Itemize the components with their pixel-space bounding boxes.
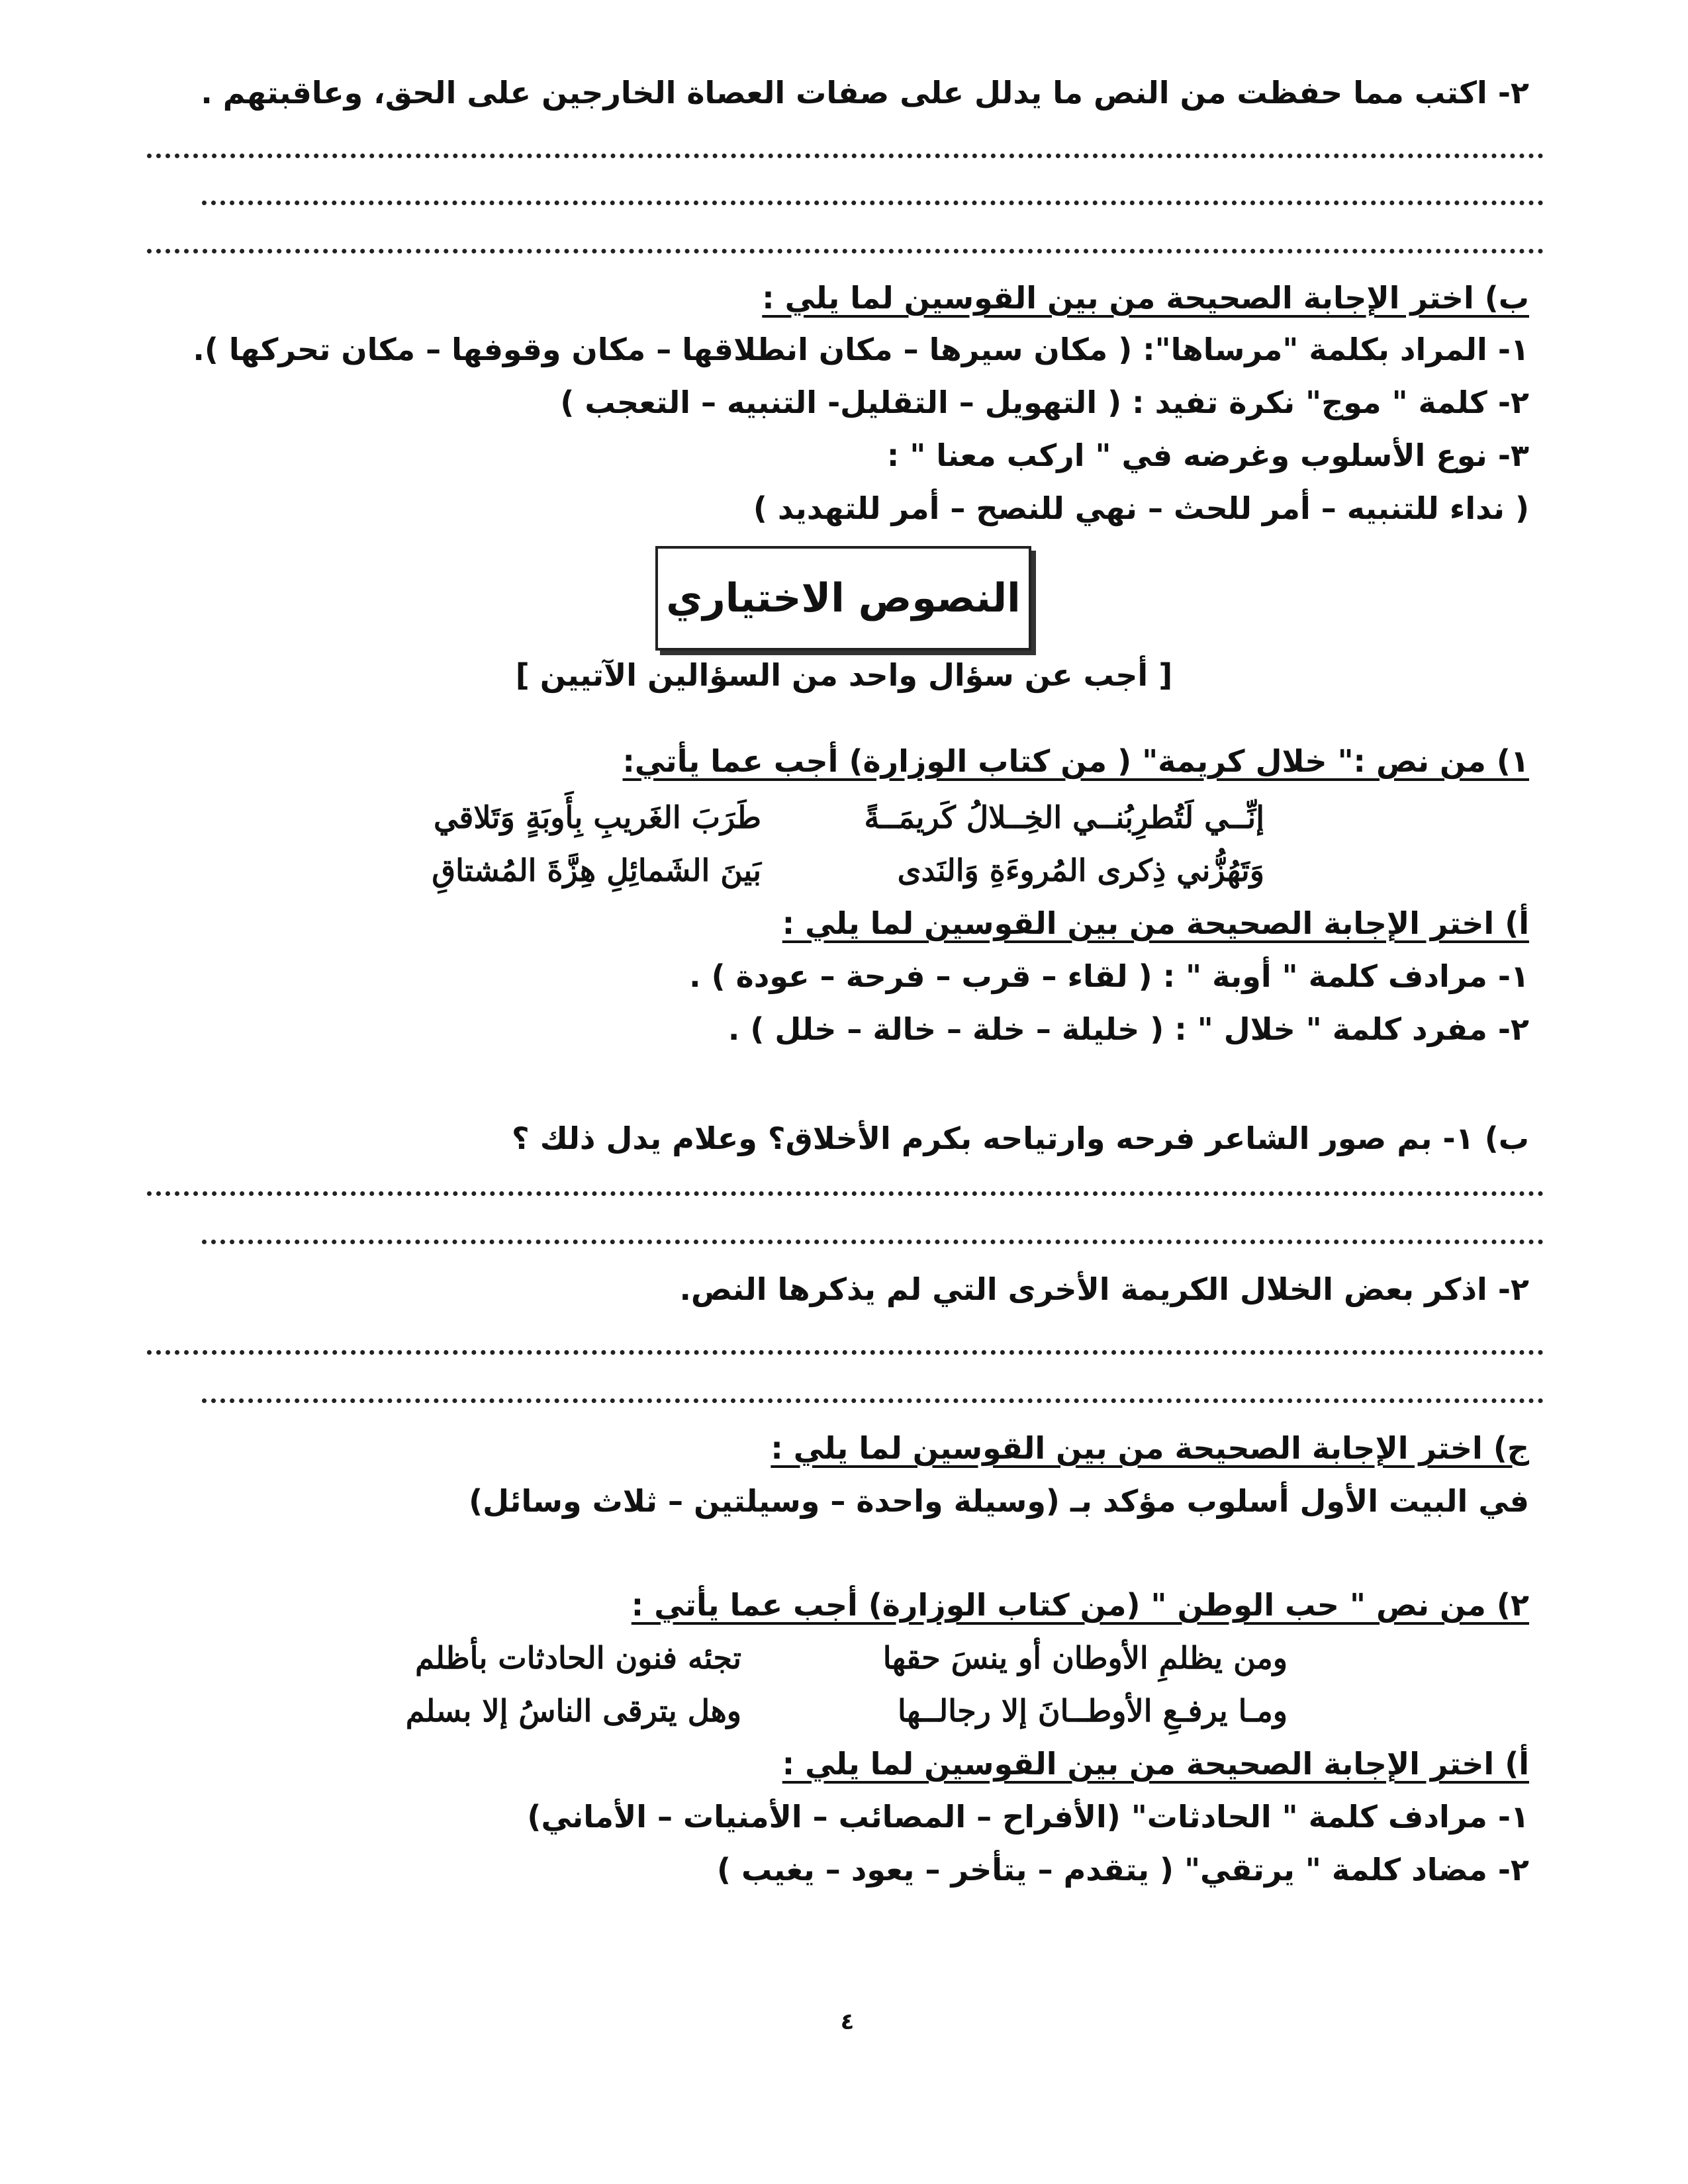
answer-line (147, 1350, 1544, 1355)
page-number: ٤ (840, 2009, 855, 2035)
mcq-options: ( نداء للتنبيه – أمر للحث – نهي للنصح – أمر للتهديد ) (753, 490, 1529, 526)
question-2-write: ٢- اكتب مما حفظت من النص ما يدلل على صفات العصاة الخارجين على الحق، وعاقبتهم . (201, 75, 1529, 111)
mcq-item: في البيت الأول أسلوب مؤكد بـ (وسيلة واحدة – وسيلتين – ثلاث وسائل) (469, 1483, 1529, 1519)
text2-heading: ٢) من نص " حب الوطن " (من كتاب الوزارة) أجب عما يأتي : (631, 1587, 1529, 1623)
answer-line (202, 1398, 1544, 1403)
verse-2-first-half: وَتَهُزُّني ذِكرى المُروءَةِ وَالنَدى (897, 852, 1264, 888)
mcq-item: ١- المراد بكلمة "مرساها": ( مكان سيرها – مكان انطلاقها – مكان وقوفها – مكان تحركها ). (193, 332, 1529, 367)
text1-b-question-2: ٢- اذكر بعض الخلال الكريمة الأخرى التي لم يذكرها النص. (679, 1271, 1529, 1307)
section-title: النصوص الاختياري (666, 575, 1021, 621)
verse-2-second-half: بَينَ الشَمائِلِ هِزَّةَ المُشتاقِ (432, 852, 761, 888)
answer-line (202, 201, 1544, 205)
verse-1-first-half: ومن يظلمِ الأوطان أو ينسَ حقها (882, 1640, 1288, 1676)
text1-a-heading: أ) اختر الإجابة الصحيحة من بين القوسين لما يلي : (782, 905, 1529, 941)
answer-line (147, 154, 1544, 158)
answer-line (147, 1191, 1544, 1196)
verse-1-first-half: إنِّــي لَتُطرِبُنــي الخِــلالُ كَريمَــةً (864, 799, 1264, 835)
text1-heading: ١) من نص :" خلال كريمة" ( من كتاب الوزارة) أجب عما يأتي: (622, 743, 1529, 779)
mcq-item: ١- مرادف كلمة " أوبة " : ( لقاء – قرب – فرحة – عودة ) . (689, 958, 1529, 994)
text1-b-question-1: ب) ١- بم صور الشاعر فرحه وارتياحه بكرم الأخلاق؟ وعلام يدل ذلك ؟ (512, 1120, 1529, 1156)
section-b-heading: ب) اختر الإجابة الصحيحة من بين القوسين لما يلي : (762, 280, 1529, 316)
mcq-item: ٢- مفرد كلمة " خلال " : ( خليلة – خلة – خالة – خلل ) . (727, 1011, 1529, 1047)
text2-a-heading: أ) اختر الإجابة الصحيحة من بين القوسين لما يلي : (782, 1746, 1529, 1782)
verse-1-second-half: تجئه فنون الحادثات بأظلم (415, 1640, 741, 1676)
mcq-item: ٢- كلمة " موج" نكرة تفيد : ( التهويل – التقليل- التنبيه – التعجب ) (560, 385, 1529, 420)
instruction: [ أجب عن سؤال واحد من السؤالين الآتيين ] (515, 657, 1173, 693)
mcq-item: ٢- مضاد كلمة " يرتقي" ( يتقدم – يتأخر – يعود – يغيب ) (716, 1852, 1529, 1888)
section-title-box (655, 546, 1031, 651)
answer-line (147, 249, 1544, 253)
verse-1-second-half: طَرَبَ الغَريبِ بِأَوبَةٍ وَتَلاقي (434, 799, 761, 835)
answer-line (202, 1240, 1544, 1244)
mcq-item: ١- مرادف كلمة " الحادثات" (الأفراح – المصائب – الأمنيات – الأماني) (527, 1799, 1529, 1835)
mcq-item: ٣- نوع الأسلوب وغرضه في " اركب معنا " : (886, 437, 1529, 473)
verse-2-first-half: ومـا يرفـعِ الأوطــانَ إلا رجالــها (898, 1693, 1288, 1729)
verse-2-second-half: وهل يترقى الناسُ إلا بسلم (405, 1693, 741, 1729)
text1-c-heading: ج) اختر الإجابة الصحيحة من بين القوسين لما يلي : (771, 1430, 1529, 1466)
